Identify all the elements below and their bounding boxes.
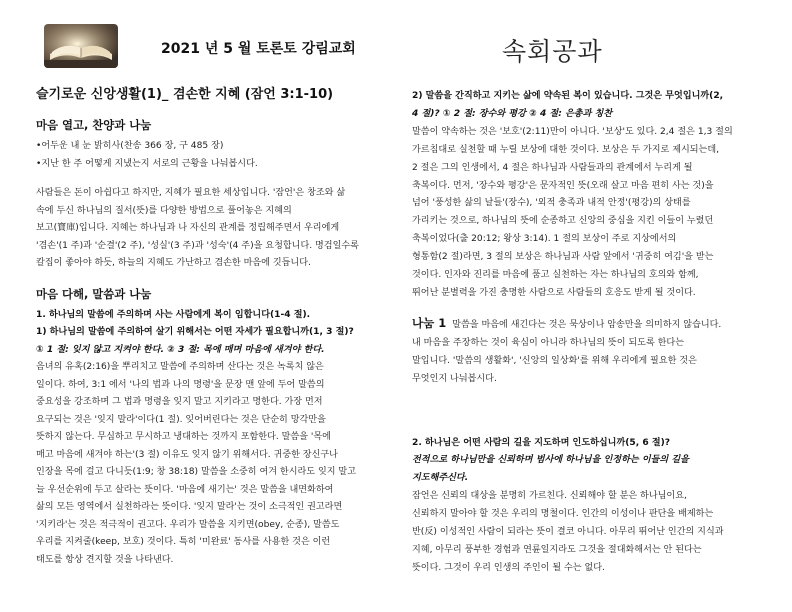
body-line: 뜻하지 않는다. 무심하고 무시하고 냉대하는 것까지 포함한다. 말씀을 '목에 — [36, 432, 331, 442]
answer-2: 지도해주신다. — [412, 473, 469, 484]
share-line: 말입니다. '말씀의 생활화', '신앙의 일상화'를 위해 우리에게 필요한 것은 — [412, 355, 697, 366]
share-line: 무엇인지 나눠봅시다. — [412, 373, 497, 384]
body-line: 늘 우선순위에 두고 살라는 뜻이다. '마음에 새기는' 것은 말씀을 내면화하여 — [36, 484, 334, 495]
intro-line: 칼집이 좋아야 하듯, 하늘의 지혜도 가난하고 겸손한 마음에 깃듭니다. — [36, 258, 311, 268]
section-heading-worship: 마음 열고, 찬양과 나눔 — [36, 118, 152, 132]
body-line: '지키라'는 것은 적극적이 권고다. 우리가 말씀을 지키면(obey, 순종), 말씀도 — [36, 519, 340, 530]
answer-2: 전적으로 하나님만을 신뢰하며 범사에 하나님을 인정하는 이들의 길을 — [412, 455, 689, 466]
answer-1-1: ① 1 절: 잊지 않고 지켜야 한다. ② 3 절: 목에 매며 마음에 새겨야 한다. — [36, 344, 325, 355]
body-line: 2 절은 그의 인생에서, 4 절은 하나님과 사람들과의 관계에서 누리게 될 — [412, 162, 693, 173]
question-1-2: 2) 말씀을 간직하고 지키는 삶에 약속된 복이 있습니다. 그것은 무엇입니까(2, — [412, 91, 724, 101]
share-line: 말씀을 마음에 새긴다는 것은 묵상이나 암송만을 의미하지 않습니다. — [452, 319, 722, 330]
question-2: 2. 하나님은 어떤 사람의 길을 지도하며 인도하십니까(5, 6 절)? — [412, 437, 671, 448]
right-column — [412, 88, 768, 578]
body-line: 뜻이다. 그것이 우리 인생의 주인이 될 수는 없다. — [412, 562, 605, 573]
brand-title: 속회공과 — [502, 37, 603, 66]
left-column — [36, 85, 402, 569]
lesson-title: 슬기로운 신앙생활(1)_ 겸손한 지혜 (잠언 3:1-10) — [36, 87, 334, 102]
body-line: 가리키는 것으로, 하나님의 뜻에 순종하고 신앙의 중심을 지킨 이들이 누렸던 — [412, 216, 714, 227]
body-line: 중요성을 강조하며 그 법과 명령을 잊지 말고 지키라고 명한다. 가장 먼저 — [36, 397, 323, 407]
body-line: 넘어 '풍성한 삶의 날들'(장수), '외적 충족과 내적 안정'(평강)의 상태를 — [412, 198, 691, 209]
intro-line: 속에 두신 하나님의 질서(뜻)를 다양한 방법으로 풀어놓은 지혜의 — [36, 205, 292, 216]
body-line: 신뢰하지 말아야 할 것은 우리의 명철이다. 인간의 이성이나 판단을 배제하는 — [412, 509, 714, 520]
sharing-line: •지난 한 주 어떻게 지냈는지 서로의 근황을 나눠봅시다. — [36, 158, 258, 169]
body-line: 가르침대로 실천할 때 누릴 보상에 대한 것이다. 보상은 두 가지로 제시되는데, — [412, 144, 720, 155]
body-line: 우리를 지켜줄(keep, 보호) 것이다. 특히 '미완료' 동사를 사용한 것은 이런 — [36, 537, 331, 547]
commentary-paragraph — [412, 124, 768, 303]
body-line: 태도를 항상 견지할 것을 나타낸다. — [36, 554, 174, 565]
body-line: 인장을 목에 걸고 다니듯(1:9; 창 38:18) 말씀을 소중히 여겨 한시라도 잊지 말고 — [36, 467, 356, 477]
body-line: 뛰어난 분별력을 가진 충명한 사람으로 사람들의 호응도 받게 될 것이다. — [412, 287, 696, 298]
body-line: 요구되는 것은 '잊지 말라'이다(1 절). 잊어버린다는 것은 단순히 망각만을 — [36, 414, 326, 425]
body-line: 잠언은 신뢰의 대상을 분명히 가르친다. 신뢰해야 할 분은 하나님이요, — [412, 491, 687, 502]
question-1: 1. 하나님의 말씀에 주의하며 사는 사람에게 복이 임합니다(1-4 절). — [36, 309, 311, 320]
body-line: 말씀이 약속하는 것은 '보호'(2:11)만이 아니다. '보상'도 있다. 2,4 절은 1,3 절의 — [412, 126, 733, 137]
body-line: 삶의 모든 영역에서 실천하라는 뜻이다. '잊지 말라'는 것이 소극적인 권고라면 — [36, 502, 343, 512]
intro-line: 보고(寶庫)입니다. 지혜는 하나님과 나 자신의 관계를 정립해주면서 우리에게 — [36, 223, 340, 233]
commentary-paragraph — [36, 359, 402, 569]
hymn-line: •어두운 내 눈 밝히사(찬송 366 장, 구 485 장) — [36, 141, 224, 151]
share-1-block — [412, 315, 768, 389]
body-line: 축복이었다(출 20:12; 왕상 3:14). 1 절의 보상이 주로 지상에서의 — [412, 234, 677, 245]
share-line: 내 마음을 주장하는 것이 육심이 아니라 하나님의 뜻이 되도록 한다는 — [412, 337, 684, 348]
body-line: 형통함(2 절)라면, 3 절의 보상은 하나님과 사람 앞에서 '귀중히 여김'을 받는 — [412, 252, 714, 263]
section-heading-word: 마음 다해, 말씀과 나눔 — [36, 286, 152, 301]
share-1-first-line — [412, 315, 768, 335]
intro-line: '겸손'(1 주)과 '순결'(2 주), '성실'(3 주)과 '성숙'(4 주)을 요청합니다. 명검일수록 — [36, 240, 359, 251]
commentary-paragraph — [412, 488, 768, 578]
body-line: 것이다. 인자와 진리를 마음에 품고 실천하는 자는 하나님의 호의와 함께, — [412, 270, 699, 281]
answer-1-2: 4 절)? ① 2 절: 장수와 평강 ② 4 절: 은총과 칭찬 — [412, 108, 613, 119]
header-title: 2021 년 5 월 토론토 강림교회 — [161, 41, 356, 57]
question-1-1: 1) 하나님의 말씀에 주의하여 살기 위해서는 어떤 자세가 필요합니까(1, 3 절)? — [36, 327, 354, 337]
church-logo-book-image — [44, 24, 118, 68]
share-1-label: 나눔 1 — [412, 315, 447, 330]
body-line: 음녀의 유혹(2:16)을 뿌리치고 말씀에 주의하며 산다는 것은 녹록치 않은 — [36, 362, 324, 372]
body-line: 지혜, 아무리 풍부한 경험과 연륜일지라도 그것을 절대화해서는 안 된다는 — [412, 544, 702, 555]
body-line: 매고 마음에 새겨야 하는'(3 절) 이유도 잊지 않기 위해서다. 귀중한 장신구나 — [36, 449, 338, 460]
body-line: 축복이다. 먼저, '장수와 평강'은 문자적인 뜻(오래 살고 마음 편히 사는 것)을 — [412, 180, 714, 191]
body-line: 반(反) 이성적인 사람이 되라는 뜻이 결코 아니다. 아무리 뛰어난 인간의 지식과 — [412, 527, 724, 538]
body-line: 일이다. 하여, 3:1 에서 '나의 법과 나의 명령'을 문장 맨 앞에 두어 말씀의 — [36, 379, 325, 390]
intro-paragraph — [36, 185, 402, 273]
intro-line: 사람들은 돈이 아쉽다고 하지만, 지혜가 필요한 세상입니다. '잠언'은 창조와 삶 — [36, 188, 346, 198]
